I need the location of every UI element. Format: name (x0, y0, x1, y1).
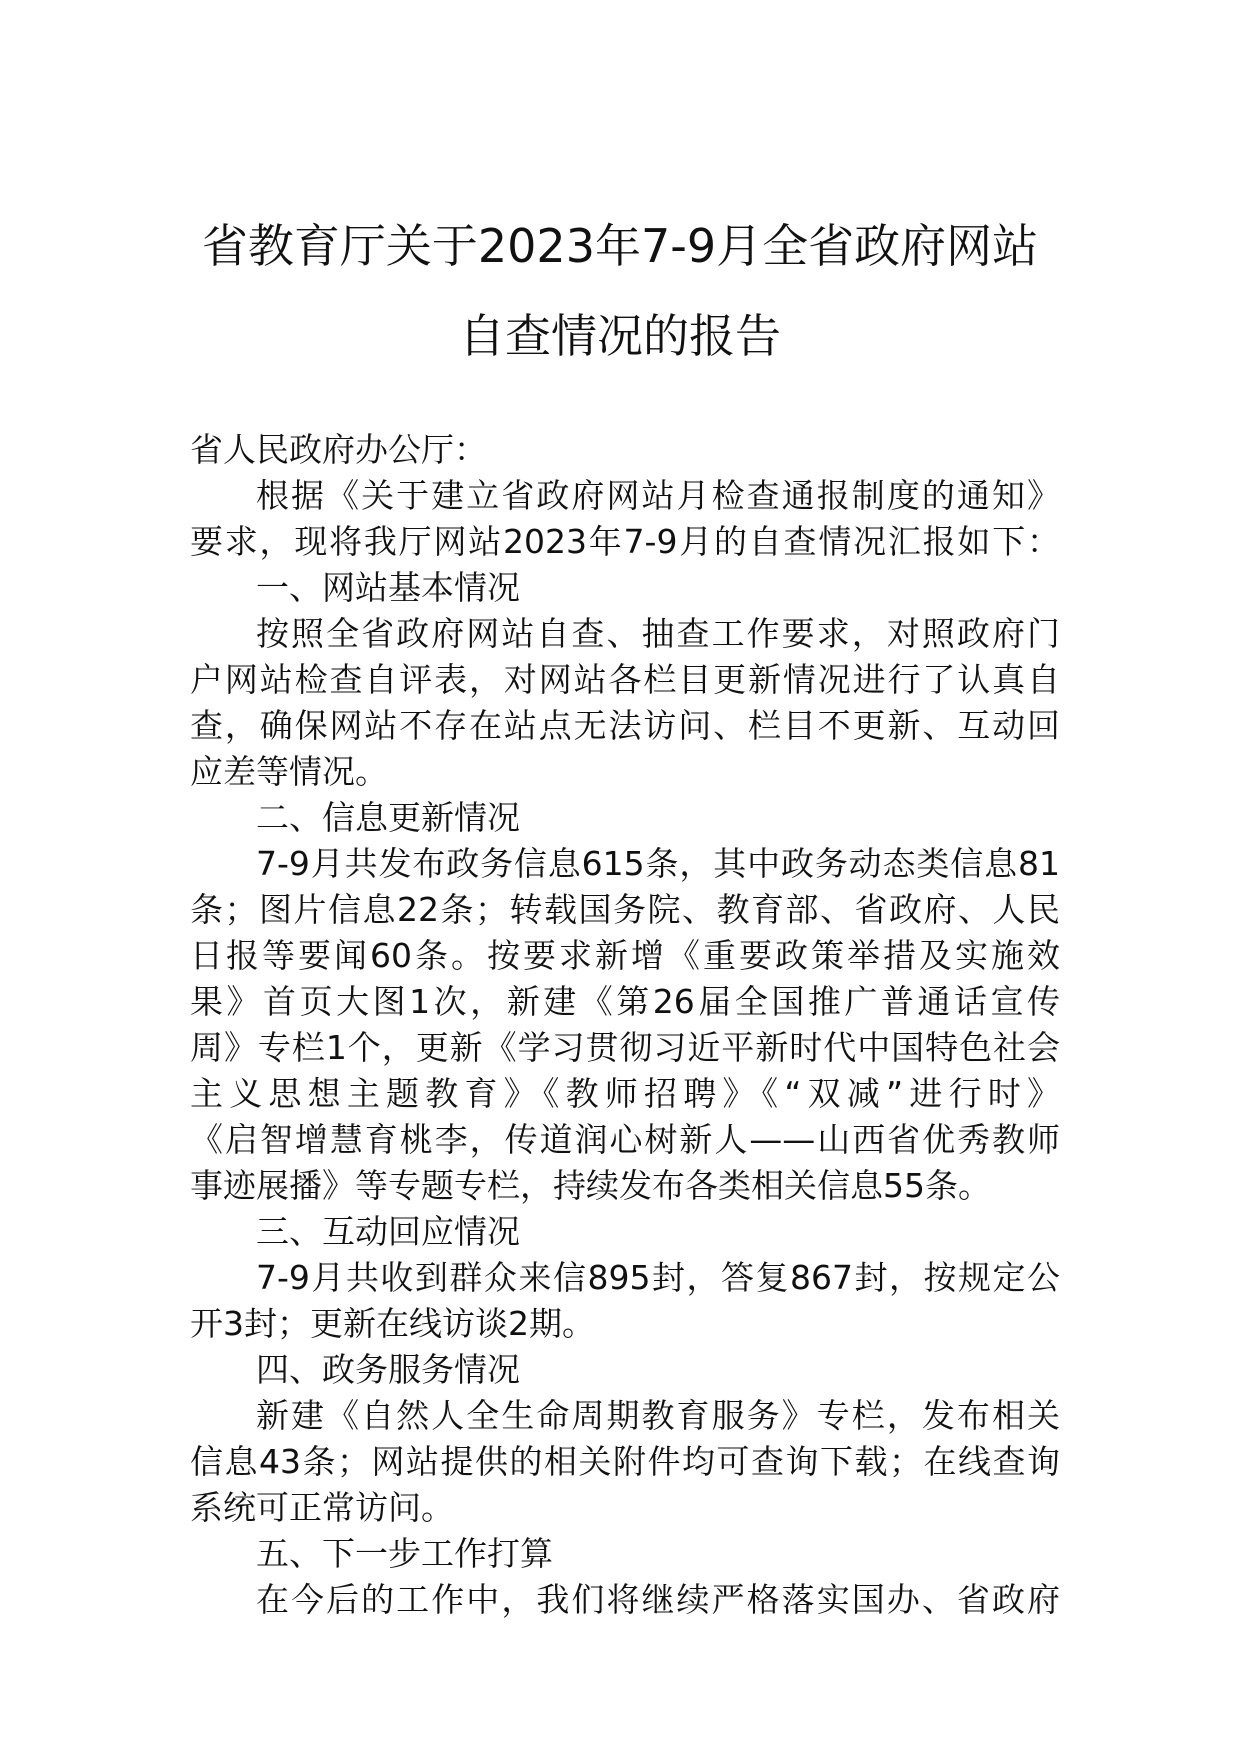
paragraph-line: 按照全省政府网站自查、抽查工作要求，对照政府门 (256, 614, 1060, 653)
section-heading: 五、下一步工作打算 (256, 1534, 553, 1573)
paragraph-line: 应差等情况。 (190, 752, 388, 791)
paragraph-line: 要求，现将我厅网站2023年7-9月的自查情况汇报如下： (190, 522, 1060, 561)
paragraph-line: 根据《关于建立省政府网站月检查通报制度的通知》 (256, 476, 1060, 515)
paragraph-line: 果》首页大图1次，新建《第26届全国推广普通话宣传 (190, 982, 1060, 1021)
paragraph-line: 7-9月共发布政务信息615条，其中政务动态类信息81 (256, 844, 1060, 883)
paragraph-line: 系统可正常访问。 (190, 1488, 454, 1527)
paragraph-line: 新建《自然人全生命周期教育服务》专栏，发布相关 (256, 1396, 1060, 1435)
paragraph-line: 开3封；更新在线访谈2期。 (190, 1304, 595, 1343)
paragraph-line: 主义思想主题教育》《教师招聘》《“双减”进行时》 (190, 1074, 1060, 1113)
paragraph-line: 日报等要闻60条。按要求新增《重要政策举措及实施效 (190, 936, 1060, 975)
section-heading: 二、信息更新情况 (256, 798, 520, 837)
paragraph-line: 条；图片信息22条；转载国务院、教育部、省政府、人民 (190, 890, 1060, 929)
paragraph-line: 查，确保网站不存在站点无法访问、栏目不更新、互动回 (190, 706, 1060, 745)
paragraph-line: 《启智增慧育桃李，传道润心树新人——山西省优秀教师 (190, 1120, 1060, 1159)
document-title-line-1: 省教育厅关于2023年7-9月全省政府网站 (201, 219, 1039, 273)
paragraph-line: 事迹展播》等专题专栏，持续发布各类相关信息55条。 (190, 1166, 991, 1205)
section-heading: 四、政务服务情况 (256, 1350, 520, 1389)
paragraph-line: 户网站检查自评表，对网站各栏目更新情况进行了认真自 (190, 660, 1060, 699)
paragraph-line: 周》专栏1个，更新《学习贯彻习近平新时代中国特色社会 (190, 1028, 1060, 1067)
paragraph-line: 信息43条；网站提供的相关附件均可查询下载；在线查询 (190, 1442, 1060, 1481)
paragraph-line: 在今后的工作中，我们将继续严格落实国办、省政府 (256, 1580, 1060, 1619)
section-heading: 三、互动回应情况 (256, 1212, 520, 1251)
salutation: 省人民政府办公厅： (190, 430, 487, 469)
document-title-line-2: 自查情况的报告 (459, 309, 781, 363)
paragraph-line: 7-9月共收到群众来信895封，答复867封，按规定公 (256, 1258, 1060, 1297)
section-heading: 一、网站基本情况 (256, 568, 520, 607)
